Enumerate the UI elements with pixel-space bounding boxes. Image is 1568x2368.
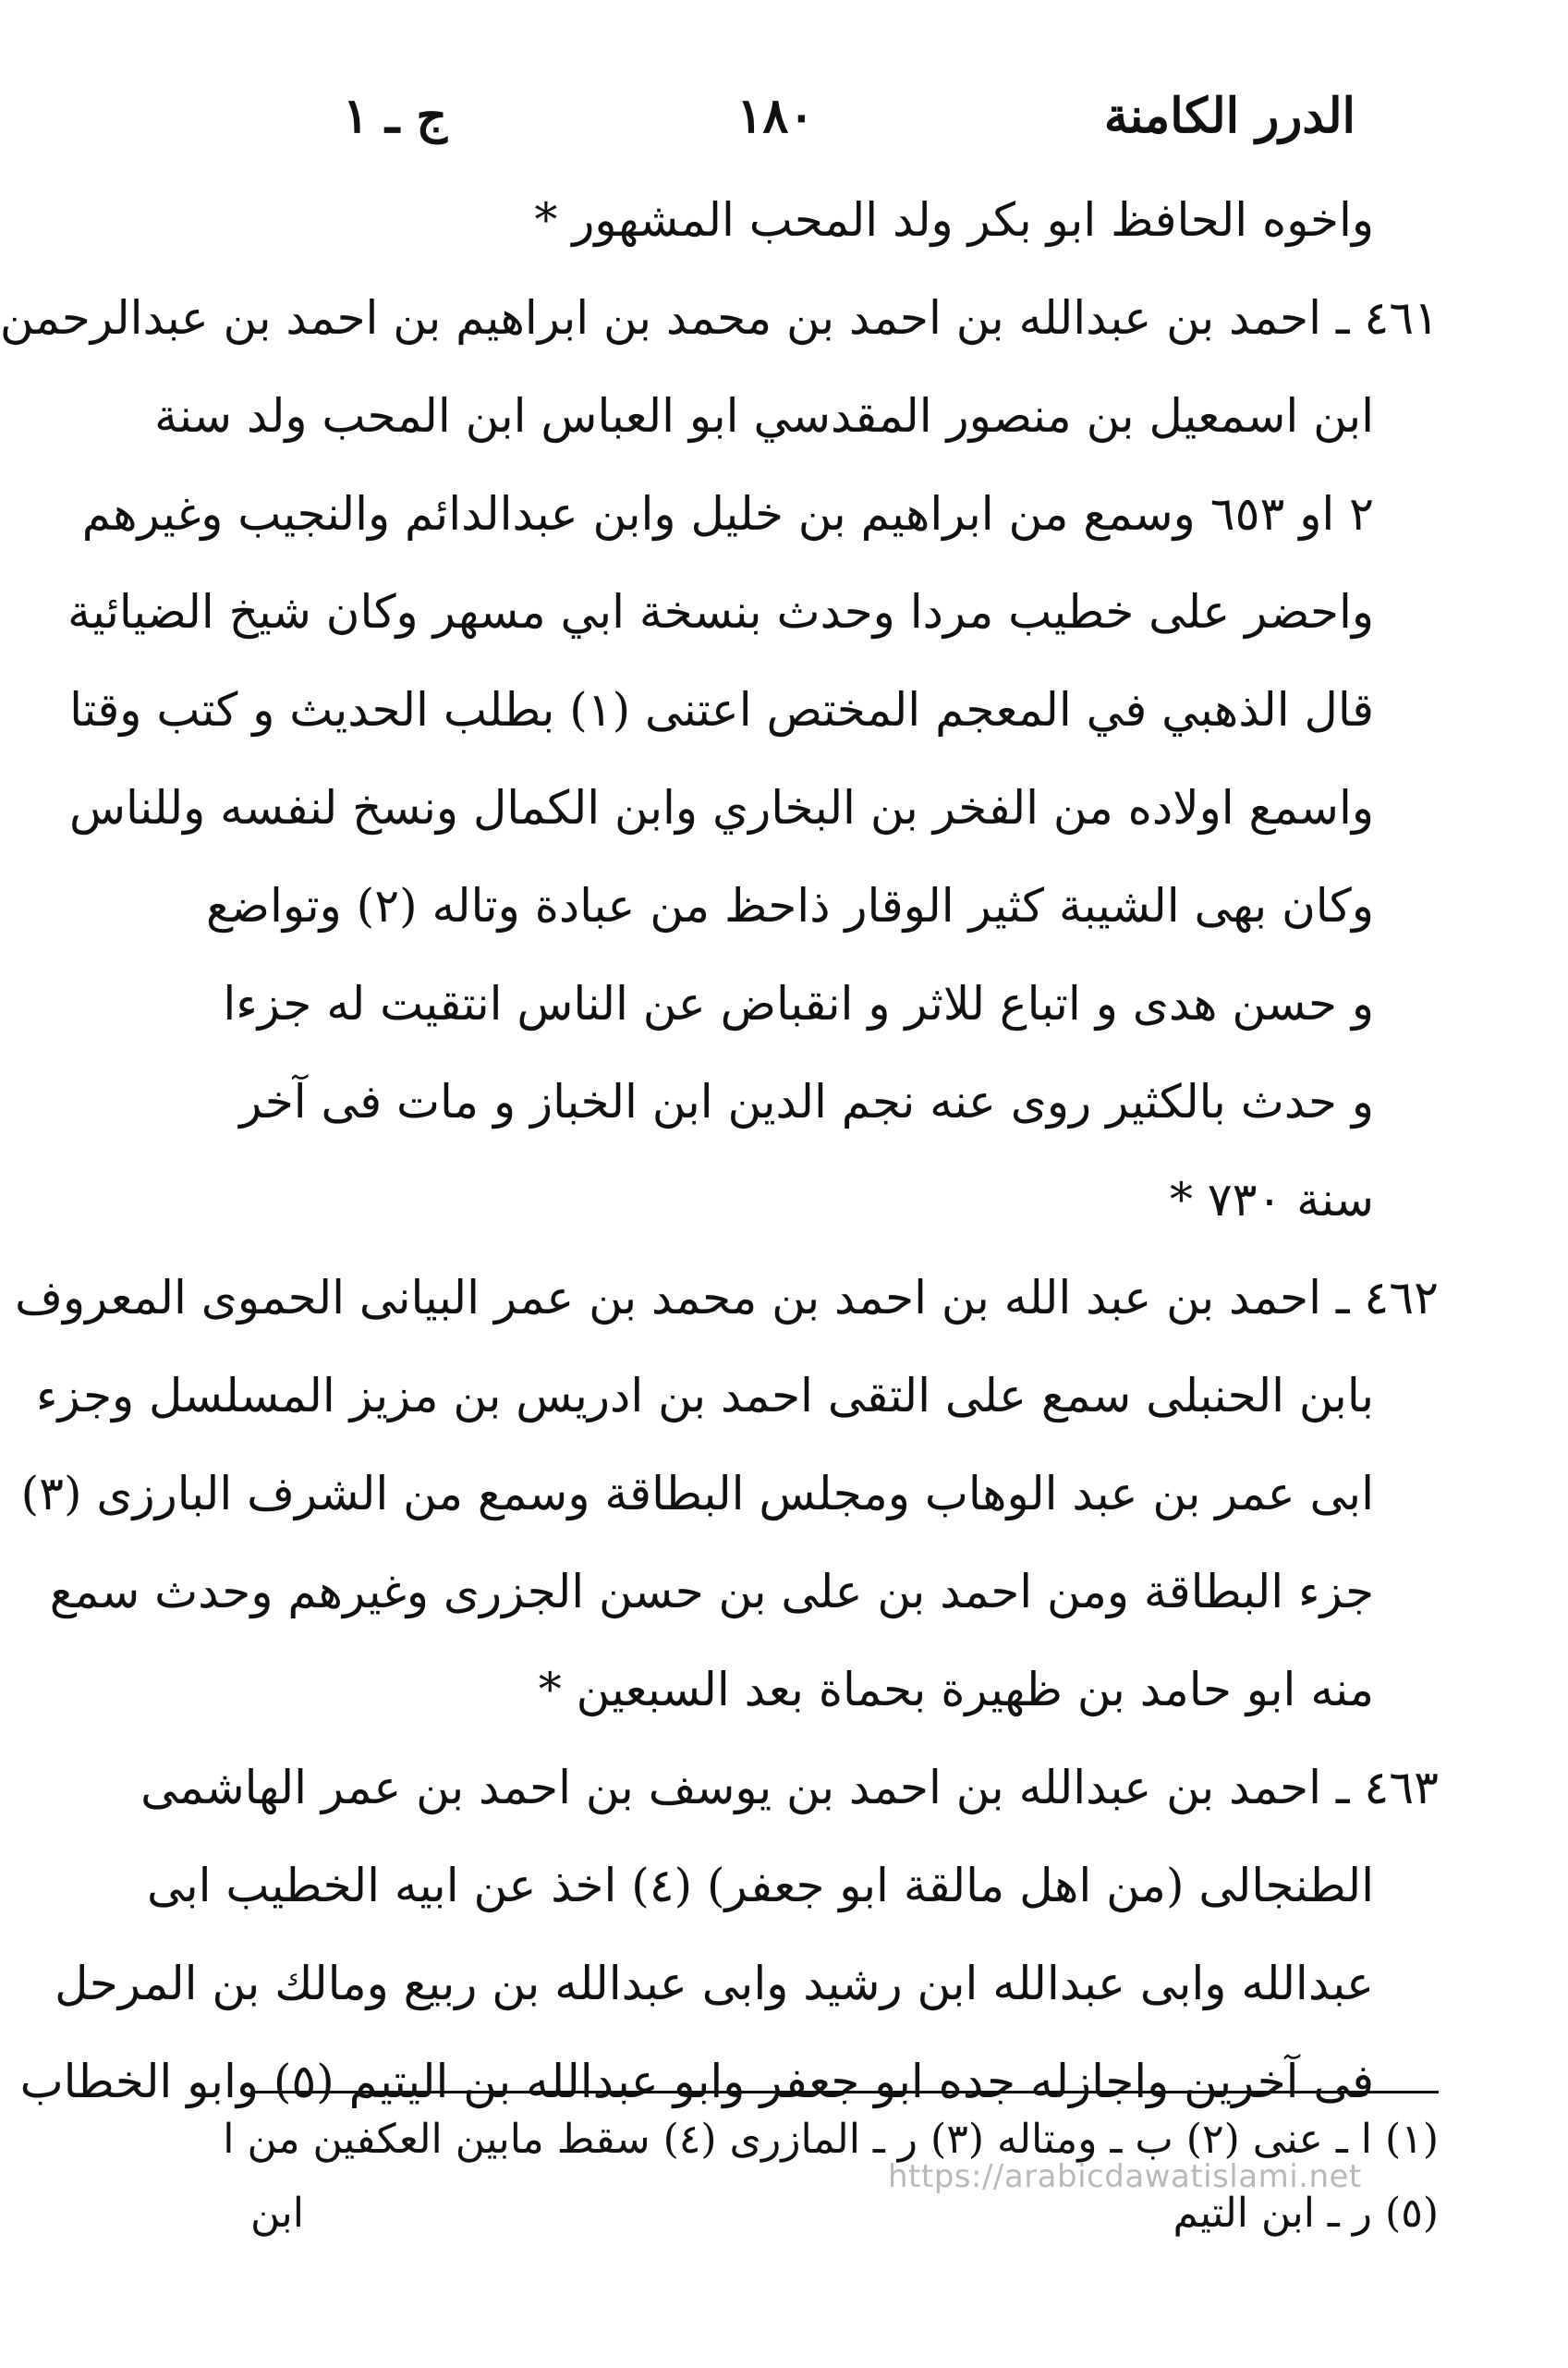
footnote-line: (١) ا ـ عنى (٢) ب ـ ومتاله (٣) ر ـ المازرى (٤) سقط مابين العكفين من ا — [223, 2116, 1439, 2163]
entry-461-line: ٤٦١ ـ احمد بن عبدالله بن احمد بن محمد بن ابراهيم بن احمد بن عبدالرحمن — [0, 291, 1439, 345]
volume-label: ج ـ ١ — [343, 87, 447, 144]
text-line: واحضر على خطيب مردا وحدث بنسخة ابي مسهر وكان شيخ الضيائية — [67, 585, 1374, 639]
text-line: جزء البطاقة ومن احمد بن على بن حسن الجزرى وغيرهم وحدث سمع — [49, 1565, 1374, 1618]
source-watermark: https://arabicdawatislami.net — [888, 2158, 1362, 2195]
page-header — [343, 83, 1355, 148]
text-line: ابن اسمعيل بن منصور المقدسي ابو العباس ابن المحب ولد سنة — [154, 389, 1374, 443]
book-title: الدرر الكامنة — [1103, 87, 1355, 144]
text-line: واخوه الحافظ ابو بكر ولد المحب المشهور * — [534, 193, 1374, 247]
text-line: ابى عمر بن عبد الوهاب ومجلس البطاقة وسمع من الشرف البارزى (٣) — [20, 1467, 1374, 1520]
text-line: قال الذهبي في المعجم المختص اعتنى (١) بطلب الحديث و كتب وقتا — [69, 683, 1374, 737]
page-number: ١٨٠ — [736, 87, 815, 144]
text-line: سنة ٧٣٠ * — [1169, 1173, 1374, 1227]
catchword: ابن — [250, 2190, 304, 2237]
footnote-5: (٥) ر ـ ابن التيم — [1173, 2190, 1439, 2237]
main-text — [0, 171, 1439, 2130]
text-line: واسمع اولاده من الفخر بن البخاري وابن الكمال ونسخ لنفسه وللناس — [69, 781, 1374, 835]
text-line: و حدث بالكثير روى عنه نجم الدين ابن الخباز و مات فى آخر — [239, 1075, 1374, 1129]
footnote-divider — [250, 2091, 1439, 2093]
text-line: فى آخرين واجازله جده ابو جعفر وابو عبدالله بن اليتيم (٥) وابو الخطاب — [19, 2055, 1374, 2108]
text-line: الطنجالى (من اهل مالقة ابو جعفر) (٤) اخذ عن ابيه الخطيب ابى — [147, 1859, 1374, 1912]
entry-463-line: ٤٦٣ ـ احمد بن عبدالله بن احمد بن يوسف بن احمد بن عمر الهاشمى — [140, 1761, 1439, 1814]
text-line: عبدالله وابى عبدالله ابن رشيد وابى عبدالله بن ربيع ومالك بن المرحل — [55, 1957, 1374, 2010]
text-line: و حسن هدى و اتباع للاثر و انقباض عن الناس انتقيت له جزءا — [223, 977, 1374, 1031]
text-line: ٢ او ٦٥٣ وسمع من ابراهيم بن خليل وابن عبدالدائم والنجيب وغيرهم — [81, 487, 1374, 541]
entry-462-line: ٤٦٢ ـ احمد بن عبد الله بن احمد بن محمد بن عمر البيانى الحموى المعروف — [15, 1271, 1439, 1324]
text-line: بابن الحنبلى سمع على التقى احمد بن ادريس بن مزيز المسلسل وجزء — [36, 1369, 1374, 1422]
text-line: منه ابو حامد بن ظهيرة بحماة بعد السبعين * — [538, 1663, 1374, 1716]
text-line: وكان بهى الشيبة كثير الوقار ذاحظ من عبادة وتاله (٢) وتواضع — [205, 879, 1374, 933]
